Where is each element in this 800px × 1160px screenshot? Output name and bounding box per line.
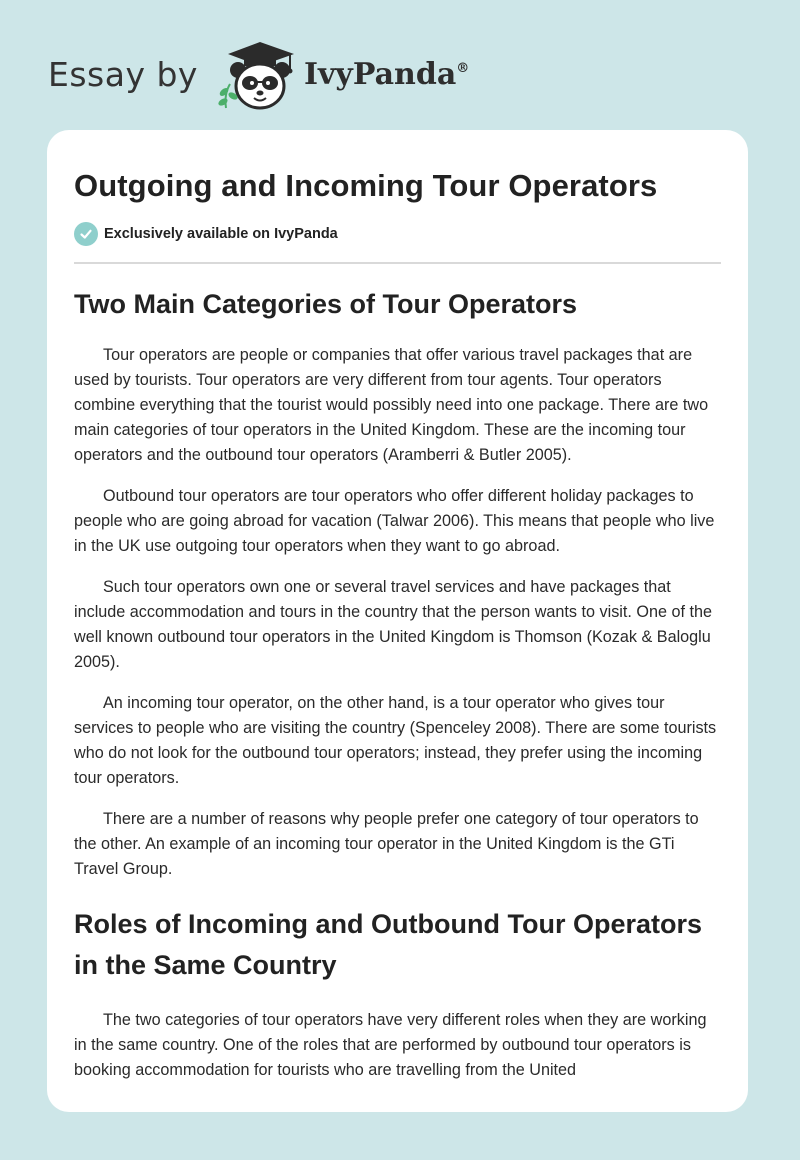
title-divider — [74, 262, 721, 264]
essay-by-label: Essay by — [48, 54, 198, 94]
section-heading: Two Main Categories of Tour Operators — [74, 289, 578, 319]
essay-card — [47, 130, 748, 1112]
paragraph: There are a number of reasons why people prefer one category of tour operators to the other. An example of an incoming tour operator in the United Kingdom is the GTi Travel Group. — [74, 810, 699, 878]
essay-title: Outgoing and Incoming Tour Operators — [74, 168, 658, 203]
panda-logo-icon — [214, 36, 300, 112]
brand-name: IvyPanda® — [303, 56, 470, 92]
paragraph: Tour operators are people or companies that offer various travel packages that are used by tourists. Tour operators are very different from tour agents. Tour operators combine everything that the tourist would possibly need into one package. There are two main categories of tour operators in the United Kingdom. These are the incoming tour operators and the outbound tour operators (Aramberri & Butler 2005). — [74, 346, 709, 464]
checkmark-icon — [74, 222, 98, 246]
paragraph: Such tour operators own one or several travel services and have packages that include accommodation and tours in the country that the person wants to visit. One of the well known outbound tour operators in the United Kingdom is Thomson (Kozak & Baloglu 2005). — [74, 578, 712, 671]
site-header — [48, 34, 469, 114]
paragraph: The two categories of tour operators have very different roles when they are working in the same country. One of the roles that are performed by outbound tour operators is booking accommodation for tourists who are travelling from the United — [74, 1011, 707, 1079]
exclusive-label: Exclusively available on IvyPanda — [104, 226, 338, 242]
section-heading: Roles of Incoming and Outbound Tour Operators in the Same Country — [74, 909, 702, 980]
paragraph: Outbound tour operators are tour operators who offer different holiday packages to people who are going abroad for vacation (Talwar 2006). This means that people who live in the UK use outgoing tour operators when they want to go abroad. — [74, 487, 715, 555]
exclusive-badge — [74, 222, 721, 246]
paragraph: An incoming tour operator, on the other hand, is a tour operator who gives tour services to people who are visiting the country (Spenceley 2008). There are some tourists who do not look for the outbound tour operators; instead, they prefer using the incoming tour operators. — [74, 694, 717, 787]
